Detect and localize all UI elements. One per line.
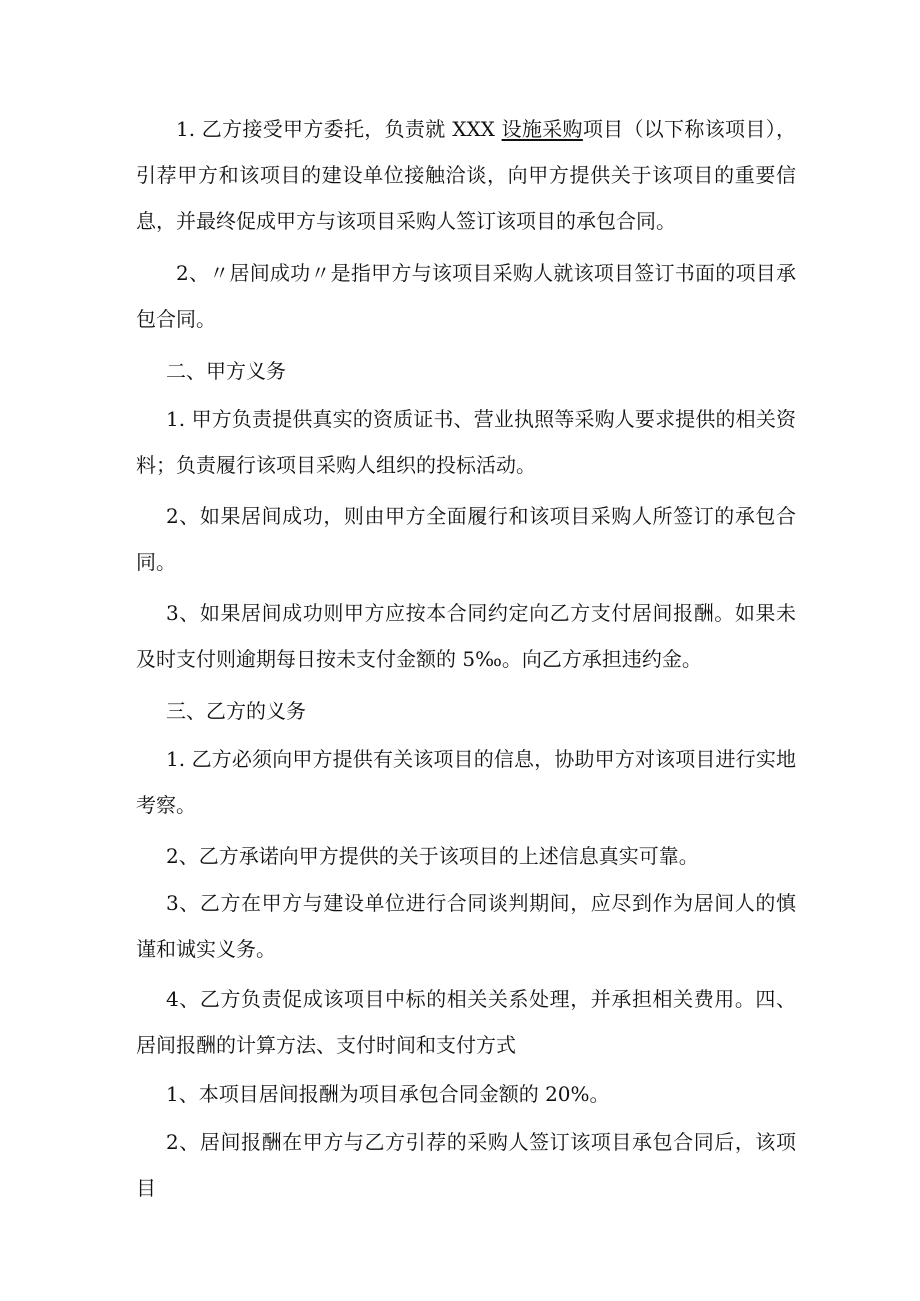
paragraph-5 xyxy=(136,590,796,682)
paragraph-1-text-b: 项目（以下称该项目），引荐甲方和该项目的建设单位接触洽谈，向甲方提供关于该项目的重要信息，并最终促成甲方与该项目采购人签订该项目的承包合同。 xyxy=(136,117,797,233)
paragraph-9-text: 4、乙方负责促成该项目中标的相关关系处理，并承担相关费用。四、居间报酬的计算方法、支付时间和支付方式 xyxy=(136,987,796,1057)
paragraph-10-text: 1、本项目居间报酬为项目承包合同金额的 20%。 xyxy=(166,1082,610,1106)
paragraph-4 xyxy=(136,493,796,585)
paragraph-1-underlined: 设施采购 xyxy=(501,117,583,141)
paragraph-10 xyxy=(136,1071,796,1117)
paragraph-4-text: 2、如果居间成功，则由甲方全面履行和该项目采购人所签订的承包合同。 xyxy=(136,504,796,574)
paragraph-7-text: 2、乙方承诺向甲方提供的关于该项目的上述信息真实可靠。 xyxy=(166,844,699,868)
paragraph-6-text: 1. 乙方必须向甲方提供有关该项目的信息，协助甲方对该项目进行实地考察。 xyxy=(136,747,796,817)
paragraph-9 xyxy=(136,976,796,1068)
paragraph-2-text: 2、〃居间成功〃是指甲方与该项目采购人就该项目签订书面的项目承包合同。 xyxy=(136,261,796,331)
paragraph-11 xyxy=(136,1119,796,1211)
paragraph-8 xyxy=(136,880,796,972)
paragraph-8-text: 3、乙方在甲方与建设单位进行合同谈判期间，应尽到作为居间人的慎谨和诚实义务。 xyxy=(136,891,796,961)
paragraph-11-text: 2、居间报酬在甲方与乙方引荐的采购人签订该项目承包合同后，该项目 xyxy=(136,1130,796,1200)
paragraph-7 xyxy=(136,833,796,879)
section-heading-3 xyxy=(136,688,796,734)
paragraph-1-text-a: 1. 乙方接受甲方委托，负责就 XXX xyxy=(176,117,502,141)
paragraph-2 xyxy=(136,250,796,342)
paragraph-3 xyxy=(136,396,796,488)
paragraph-6 xyxy=(136,736,796,828)
paragraph-1 xyxy=(136,106,796,244)
paragraph-5-text: 3、如果居间成功则甲方应按本合同约定向乙方支付居间报酬。如果未及时支付则逾期每日按未支付金额的 5‰。向乙方承担违约金。 xyxy=(136,601,796,671)
section-heading-2-text: 二、甲方义务 xyxy=(166,359,286,383)
section-heading-2 xyxy=(136,348,796,394)
paragraph-3-text: 1. 甲方负责提供真实的资质证书、营业执照等采购人要求提供的相关资料；负责履行该项目采购人组织的投标活动。 xyxy=(136,407,796,477)
section-heading-3-text: 三、乙方的义务 xyxy=(166,699,306,723)
